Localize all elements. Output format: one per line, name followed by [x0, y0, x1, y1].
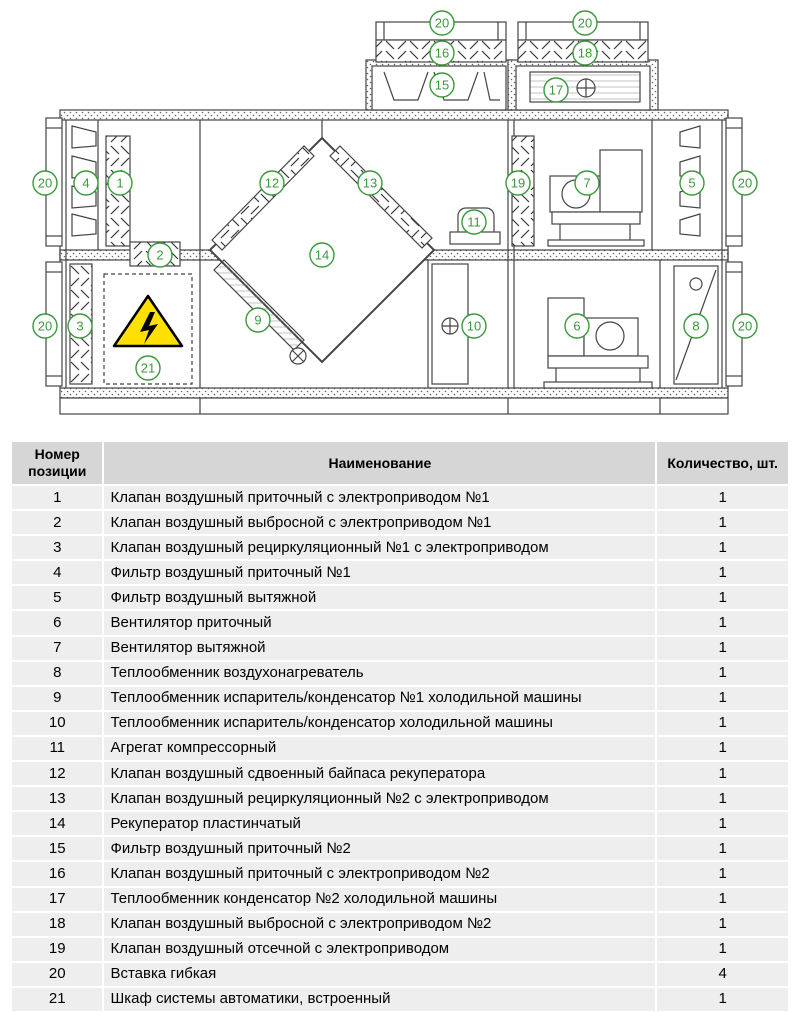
svg-text:13: 13 [362, 175, 378, 191]
row-name: Шкаф системы автоматики, встроенный [104, 988, 655, 1011]
callout-20-left-lower [33, 314, 57, 338]
row-position: 2 [12, 511, 102, 534]
row-quantity: 1 [657, 862, 788, 885]
row-name: Вентилятор приточный [104, 611, 655, 634]
table-body [12, 486, 788, 1011]
callout-5 [680, 171, 704, 195]
table-row [12, 737, 788, 760]
svg-text:21: 21 [140, 360, 156, 376]
row-position: 14 [12, 812, 102, 835]
table-row [12, 611, 788, 634]
callout-7 [575, 171, 599, 195]
row-quantity: 4 [657, 963, 788, 986]
svg-text:7: 7 [583, 175, 591, 191]
svg-text:19: 19 [510, 175, 526, 191]
row-name: Клапан воздушный приточный с электроприводом №1 [104, 486, 655, 509]
callout-14 [310, 243, 334, 267]
callout-2 [148, 243, 172, 267]
unit-diagram [0, 0, 802, 430]
row-quantity: 1 [657, 712, 788, 735]
table-row [12, 862, 788, 885]
row-quantity: 1 [657, 586, 788, 609]
row-quantity: 1 [657, 762, 788, 785]
svg-text:18: 18 [577, 45, 593, 61]
row-quantity: 1 [657, 837, 788, 860]
row-name: Клапан воздушный приточный с электроприводом №2 [104, 862, 655, 885]
row-name: Вентилятор вытяжной [104, 637, 655, 660]
svg-text:1: 1 [116, 175, 124, 191]
callout-10 [462, 314, 486, 338]
table-row [12, 486, 788, 509]
header-position: Номер позиции [12, 442, 102, 484]
row-position: 16 [12, 862, 102, 885]
table-row [12, 988, 788, 1011]
row-quantity: 1 [657, 787, 788, 810]
fan-supply [544, 298, 652, 388]
header-name: Наименование [104, 442, 655, 484]
row-position: 19 [12, 938, 102, 961]
callout-17 [544, 78, 568, 102]
table-row [12, 762, 788, 785]
row-quantity: 1 [657, 486, 788, 509]
row-position: 20 [12, 963, 102, 986]
row-name: Теплообменник воздухонагреватель [104, 662, 655, 685]
callout-20-top-left [430, 11, 454, 35]
row-name: Фильтр воздушный приточный №1 [104, 561, 655, 584]
row-position: 5 [12, 586, 102, 609]
svg-text:12: 12 [264, 175, 280, 191]
svg-text:17: 17 [548, 82, 564, 98]
svg-text:8: 8 [692, 318, 700, 334]
row-name: Теплообменник испаритель/конденсатор холодильной машины [104, 712, 655, 735]
svg-text:20: 20 [737, 318, 753, 334]
callout-8 [684, 314, 708, 338]
row-position: 6 [12, 611, 102, 634]
table-row [12, 536, 788, 559]
row-name: Клапан воздушный рециркуляционный №1 с электроприводом [104, 536, 655, 559]
row-name: Клапан воздушный рециркуляционный №2 с электроприводом [104, 787, 655, 810]
row-position: 4 [12, 561, 102, 584]
table-row [12, 837, 788, 860]
callout-21 [136, 356, 160, 380]
table-row [12, 938, 788, 961]
callout-9 [246, 308, 270, 332]
row-quantity: 1 [657, 938, 788, 961]
callout-20-right-upper [733, 171, 757, 195]
row-quantity: 1 [657, 913, 788, 936]
row-quantity: 1 [657, 561, 788, 584]
row-name: Клапан воздушный выбросной с электроприводом №2 [104, 913, 655, 936]
row-position: 10 [12, 712, 102, 735]
row-name: Клапан воздушный сдвоенный байпаса рекуператора [104, 762, 655, 785]
callout-20-right-lower [733, 314, 757, 338]
callout-12 [260, 171, 284, 195]
row-name: Клапан воздушный отсечной с электроприводом [104, 938, 655, 961]
row-position: 21 [12, 988, 102, 1011]
callout-11 [462, 210, 486, 234]
table-row [12, 787, 788, 810]
row-name: Рекуператор пластинчатый [104, 812, 655, 835]
table-row [12, 687, 788, 710]
header-quantity: Количество, шт. [657, 442, 788, 484]
svg-text:11: 11 [467, 214, 481, 230]
svg-text:20: 20 [577, 15, 593, 31]
fan-exhaust [548, 150, 644, 246]
table-row [12, 586, 788, 609]
row-position: 15 [12, 837, 102, 860]
row-name: Фильтр воздушный приточный №2 [104, 837, 655, 860]
table-row [12, 662, 788, 685]
svg-text:20: 20 [37, 318, 53, 334]
row-quantity: 1 [657, 511, 788, 534]
callout-3 [68, 314, 92, 338]
table-row [12, 511, 788, 534]
callout-1 [108, 171, 132, 195]
row-quantity: 1 [657, 737, 788, 760]
table-row [12, 712, 788, 735]
svg-text:2: 2 [156, 247, 164, 263]
svg-text:14: 14 [314, 247, 330, 263]
svg-text:3: 3 [76, 318, 84, 334]
svg-text:15: 15 [434, 77, 450, 93]
row-name: Вставка гибкая [104, 963, 655, 986]
table-row [12, 637, 788, 660]
row-position: 9 [12, 687, 102, 710]
row-quantity: 1 [657, 637, 788, 660]
callout-4 [74, 171, 98, 195]
callout-15 [430, 73, 454, 97]
row-quantity: 1 [657, 687, 788, 710]
callout-6 [565, 314, 589, 338]
row-position: 13 [12, 787, 102, 810]
row-quantity: 1 [657, 662, 788, 685]
row-position: 17 [12, 888, 102, 911]
row-quantity: 1 [657, 888, 788, 911]
row-quantity: 1 [657, 611, 788, 634]
row-quantity: 1 [657, 988, 788, 1011]
svg-text:20: 20 [434, 15, 450, 31]
row-name: Теплообменник испаритель/конденсатор №1 холодильной машины [104, 687, 655, 710]
row-name: Агрегат компрессорный [104, 737, 655, 760]
callout-19 [506, 171, 530, 195]
table-row [12, 561, 788, 584]
table-row [12, 913, 788, 936]
callout-16 [430, 41, 454, 65]
callout-20-top-right [573, 11, 597, 35]
svg-text:20: 20 [737, 175, 753, 191]
table-row [12, 812, 788, 835]
callout-20-left-upper [33, 171, 57, 195]
table-row [12, 888, 788, 911]
row-quantity: 1 [657, 536, 788, 559]
row-position: 11 [12, 737, 102, 760]
row-position: 12 [12, 762, 102, 785]
row-position: 18 [12, 913, 102, 936]
row-position: 7 [12, 637, 102, 660]
row-position: 3 [12, 536, 102, 559]
callout-18 [573, 41, 597, 65]
callout-13 [358, 171, 382, 195]
row-name: Фильтр воздушный вытяжной [104, 586, 655, 609]
svg-text:20: 20 [37, 175, 53, 191]
table-header-row [12, 442, 788, 484]
svg-text:9: 9 [254, 312, 262, 328]
row-name: Клапан воздушный выбросной с электроприводом №1 [104, 511, 655, 534]
svg-text:4: 4 [82, 175, 90, 191]
row-position: 1 [12, 486, 102, 509]
specification-table [10, 440, 790, 1013]
svg-text:10: 10 [466, 318, 482, 334]
table-row [12, 963, 788, 986]
roof-modules [366, 22, 658, 110]
high-voltage-icon [114, 296, 182, 346]
row-position: 8 [12, 662, 102, 685]
svg-text:5: 5 [688, 175, 696, 191]
row-quantity: 1 [657, 812, 788, 835]
row-name: Теплообменник конденсатор №2 холодильной машины [104, 888, 655, 911]
svg-text:6: 6 [573, 318, 581, 334]
svg-text:16: 16 [434, 45, 450, 61]
